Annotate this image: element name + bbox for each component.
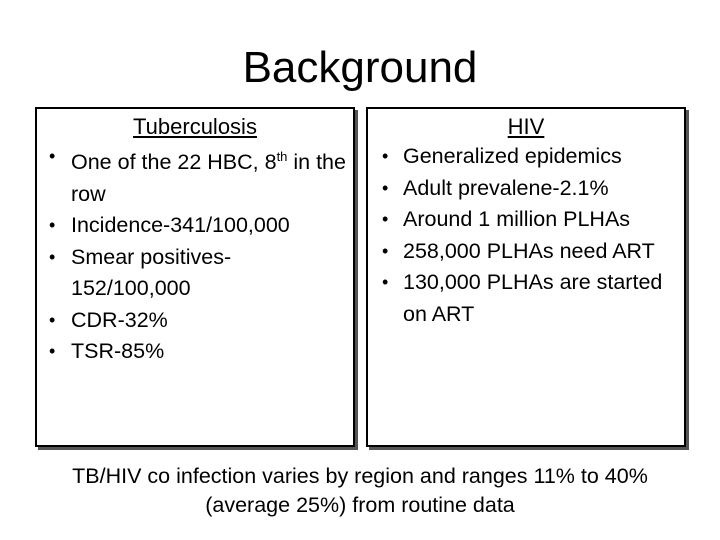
list-item-text: 130,000 PLHAs are started on ART bbox=[403, 270, 663, 326]
list-item-text: Smear positives-152/100,000 bbox=[71, 244, 232, 301]
bullet-icon: • bbox=[382, 272, 389, 292]
list-item bbox=[37, 242, 347, 305]
tuberculosis-box bbox=[35, 107, 355, 447]
summary-line-2: (average 25%) from routine data bbox=[205, 493, 515, 517]
list-item bbox=[368, 173, 678, 205]
list-item bbox=[37, 210, 347, 242]
list-item-text: CDR-32% bbox=[71, 307, 168, 332]
bullet-icon: • bbox=[49, 309, 56, 330]
list-item-text: Incidence-341/100,000 bbox=[71, 213, 290, 238]
list-item-text: TSR-85% bbox=[71, 339, 165, 364]
bullet-icon: • bbox=[382, 177, 389, 198]
list-item-text: Generalized epidemics bbox=[403, 144, 622, 168]
hiv-list bbox=[368, 141, 684, 330]
bullet-icon: • bbox=[382, 240, 389, 261]
list-item bbox=[368, 141, 678, 173]
bullet-icon: • bbox=[49, 246, 56, 267]
hiv-box bbox=[366, 107, 686, 447]
list-item-text: Around 1 million PLHAs bbox=[403, 207, 631, 231]
list-item bbox=[368, 204, 678, 236]
summary-note bbox=[0, 462, 720, 520]
bullet-icon: • bbox=[49, 215, 56, 236]
list-item bbox=[37, 305, 347, 337]
list-item bbox=[37, 336, 347, 368]
list-item bbox=[368, 236, 678, 268]
slide-title: Background bbox=[242, 43, 478, 92]
superscript: th bbox=[276, 149, 288, 164]
bullet-icon: • bbox=[382, 209, 389, 229]
bullet-icon: • bbox=[382, 146, 389, 166]
list-item bbox=[368, 267, 678, 330]
summary-line-1: TB/HIV co infection varies by region and ranges 11% to 40% bbox=[72, 464, 648, 488]
list-item-text: 258,000 PLHAs need ART bbox=[403, 238, 655, 263]
list-item-text: in the row bbox=[71, 150, 346, 206]
list-item bbox=[37, 141, 347, 210]
list-item-text: One of the 22 HBC, 8 bbox=[71, 150, 277, 175]
tuberculosis-list bbox=[37, 141, 353, 368]
hiv-heading: HIV bbox=[507, 114, 545, 139]
list-item-text: Adult prevalene-2.1% bbox=[403, 175, 609, 200]
tuberculosis-heading: Tuberculosis bbox=[133, 114, 257, 139]
bullet-icon: • bbox=[49, 146, 56, 166]
bullet-icon: • bbox=[49, 341, 56, 362]
